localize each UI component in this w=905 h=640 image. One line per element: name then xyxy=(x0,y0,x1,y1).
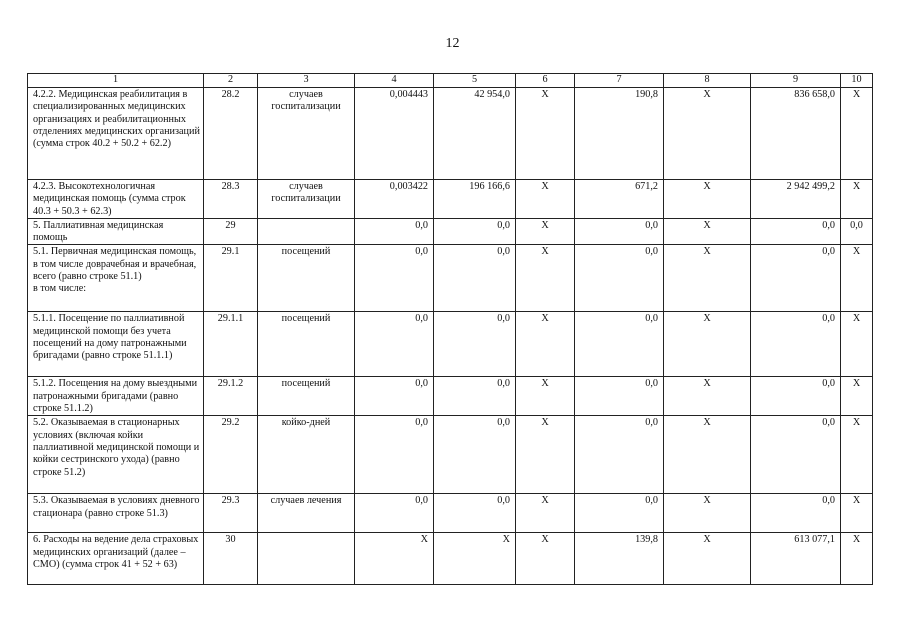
value-cell: 42 954,0 xyxy=(434,88,516,180)
column-header: 2 xyxy=(204,74,258,88)
unit-cell: посещений xyxy=(258,312,355,377)
value-cell: 0,0 xyxy=(434,377,516,416)
value-cell: Х xyxy=(434,533,516,585)
row-code: 30 xyxy=(204,533,258,585)
value-cell: Х xyxy=(664,218,751,245)
page-number: 12 xyxy=(445,36,460,51)
row-code: 28.3 xyxy=(204,180,258,219)
value-cell: Х xyxy=(516,218,575,245)
value-cell: 0,003422 xyxy=(355,180,434,219)
unit-cell: посещений xyxy=(258,245,355,312)
value-cell: 0,0 xyxy=(751,312,841,377)
value-cell: 0,0 xyxy=(355,377,434,416)
table-row xyxy=(28,88,873,180)
value-cell: Х xyxy=(841,88,873,180)
value-cell: Х xyxy=(664,245,751,312)
row-label: 4.2.3. Высокотехнологичная медицинская помощь (сумма строк 40.3 + 50.3 + 62.3) xyxy=(28,180,204,219)
value-cell: 613 077,1 xyxy=(751,533,841,585)
value-cell: 0,0 xyxy=(575,218,664,245)
value-cell: 0,0 xyxy=(355,218,434,245)
row-code: 29.1.2 xyxy=(204,377,258,416)
row-code: 29.1 xyxy=(204,245,258,312)
value-cell: Х xyxy=(516,416,575,494)
table-row xyxy=(28,218,873,245)
column-header: 4 xyxy=(355,74,434,88)
column-header: 1 xyxy=(28,74,204,88)
value-cell: Х xyxy=(516,494,575,533)
unit-cell: случаев лечения xyxy=(258,494,355,533)
unit-cell: случаев госпитализации xyxy=(258,88,355,180)
value-cell: 0,004443 xyxy=(355,88,434,180)
column-header: 9 xyxy=(751,74,841,88)
value-cell: Х xyxy=(664,180,751,219)
value-cell: 0,0 xyxy=(751,218,841,245)
unit-cell: койко-дней xyxy=(258,416,355,494)
table-row xyxy=(28,245,873,312)
row-label: 6. Расходы на ведение дела страховых медицинских организаций (далее – СМО) (сумма строк 41 + 52 + 63) xyxy=(28,533,204,585)
column-header: 8 xyxy=(664,74,751,88)
value-cell: Х xyxy=(841,494,873,533)
row-label: 5.1. Первичная медицинская помощь, в том числе доврачебная и врачебная, всего (равно строке 51.1) в том числе: xyxy=(28,245,204,312)
row-code: 29.2 xyxy=(204,416,258,494)
value-cell: 0,0 xyxy=(751,494,841,533)
row-label: 5.2. Оказываемая в стационарных условиях (включая койки паллиативной медицинской помощи и койки сестринского ухода) (равно строке 51.2) xyxy=(28,416,204,494)
value-cell: Х xyxy=(841,377,873,416)
value-cell: Х xyxy=(516,180,575,219)
value-cell: Х xyxy=(841,416,873,494)
column-header: 10 xyxy=(841,74,873,88)
column-header: 5 xyxy=(434,74,516,88)
value-cell: 0,0 xyxy=(355,494,434,533)
table-row xyxy=(28,494,873,533)
value-cell: Х xyxy=(664,312,751,377)
value-cell: Х xyxy=(664,533,751,585)
value-cell: 0,0 xyxy=(575,312,664,377)
data-table xyxy=(27,73,873,585)
header-row xyxy=(28,74,873,88)
value-cell: Х xyxy=(516,533,575,585)
unit-cell: случаев госпитализации xyxy=(258,180,355,219)
table-row xyxy=(28,180,873,219)
value-cell: 836 658,0 xyxy=(751,88,841,180)
row-label: 5.1.1. Посещение по паллиативной медицинской помощи без учета посещений на дому патронажными бригадами (равно строке 51.1.1) xyxy=(28,312,204,377)
table-row xyxy=(28,377,873,416)
value-cell: 671,2 xyxy=(575,180,664,219)
row-label: 5. Паллиативная медицинская помощь xyxy=(28,218,204,245)
column-header: 3 xyxy=(258,74,355,88)
row-code: 29 xyxy=(204,218,258,245)
unit-cell xyxy=(258,533,355,585)
value-cell: 0,0 xyxy=(434,218,516,245)
value-cell: 0,0 xyxy=(434,416,516,494)
value-cell: 0,0 xyxy=(575,494,664,533)
value-cell: Х xyxy=(841,312,873,377)
table-row xyxy=(28,533,873,585)
value-cell: 0,0 xyxy=(355,416,434,494)
value-cell: Х xyxy=(841,245,873,312)
value-cell: Х xyxy=(841,180,873,219)
value-cell: Х xyxy=(516,377,575,416)
table-row xyxy=(28,312,873,377)
row-code: 29.1.1 xyxy=(204,312,258,377)
value-cell: Х xyxy=(516,312,575,377)
value-cell: Х xyxy=(664,377,751,416)
row-code: 29.3 xyxy=(204,494,258,533)
value-cell: Х xyxy=(664,88,751,180)
value-cell: Х xyxy=(841,533,873,585)
value-cell: 190,8 xyxy=(575,88,664,180)
unit-cell: посещений xyxy=(258,377,355,416)
value-cell: 0,0 xyxy=(434,494,516,533)
row-code: 28.2 xyxy=(204,88,258,180)
value-cell: Х xyxy=(664,494,751,533)
value-cell: 196 166,6 xyxy=(434,180,516,219)
value-cell: 0,0 xyxy=(434,312,516,377)
value-cell: Х xyxy=(516,245,575,312)
value-cell: 0,0 xyxy=(355,312,434,377)
value-cell: 0,0 xyxy=(575,245,664,312)
unit-cell xyxy=(258,218,355,245)
row-label: 4.2.2. Медицинская реабилитация в специализированных медицинских организациях и реабилитационных отделениях медицинских организаций (сумма строк 40.2 + 50.2 + 62.2) xyxy=(28,88,204,180)
row-label: 5.1.2. Посещения на дому выездными патронажными бригадами (равно строке 51.1.2) xyxy=(28,377,204,416)
table-row xyxy=(28,416,873,494)
value-cell: 0,0 xyxy=(751,245,841,312)
value-cell: 0,0 xyxy=(841,218,873,245)
value-cell: 0,0 xyxy=(355,245,434,312)
row-label: 5.3. Оказываемая в условиях дневного стационара (равно строке 51.3) xyxy=(28,494,204,533)
value-cell: Х xyxy=(355,533,434,585)
value-cell: 0,0 xyxy=(575,377,664,416)
value-cell: Х xyxy=(516,88,575,180)
value-cell: 139,8 xyxy=(575,533,664,585)
value-cell: 0,0 xyxy=(434,245,516,312)
value-cell: Х xyxy=(664,416,751,494)
value-cell: 0,0 xyxy=(575,416,664,494)
value-cell: 2 942 499,2 xyxy=(751,180,841,219)
column-header: 6 xyxy=(516,74,575,88)
value-cell: 0,0 xyxy=(751,416,841,494)
column-header: 7 xyxy=(575,74,664,88)
value-cell: 0,0 xyxy=(751,377,841,416)
